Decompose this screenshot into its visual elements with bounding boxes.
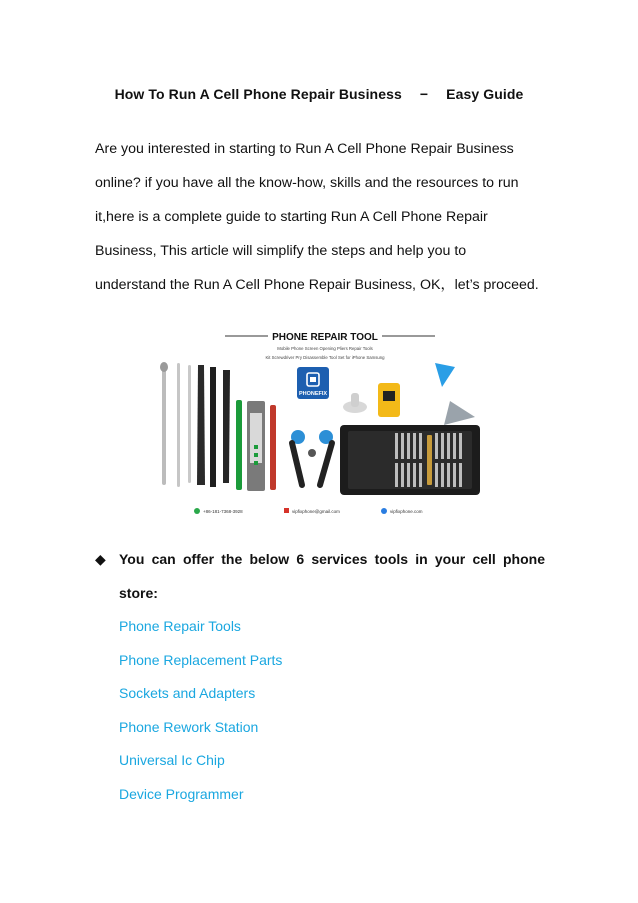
services-heading-line: You can offer the below 6 services tools in your cell phone bbox=[119, 551, 545, 567]
service-link[interactable]: Sockets and Adapters bbox=[119, 685, 256, 701]
figure-subtitle-2: Kit Screwdriver Pry Disassemble Tool Set for iPhone Samsung bbox=[265, 355, 385, 360]
title-dash: − bbox=[419, 86, 429, 102]
service-link[interactable]: Phone Repair Tools bbox=[119, 618, 241, 634]
contact-email bbox=[284, 508, 340, 514]
services-heading-line: store: bbox=[119, 585, 158, 601]
contact-web-text: vipfixphone.com bbox=[390, 509, 423, 514]
suction-cup-icon bbox=[343, 393, 367, 413]
intro-paragraph bbox=[95, 132, 545, 302]
contact-email-text: vipfixphone@gmail.com bbox=[292, 509, 340, 514]
intro-line: Are you interested in starting to Run A Cell Phone Repair Business bbox=[95, 141, 514, 157]
figure-heading: PHONE REPAIR TOOL bbox=[272, 332, 378, 343]
phonefix-logo bbox=[297, 367, 329, 399]
contact-phone-text: +86-181-7368-3928 bbox=[203, 509, 243, 514]
services-section bbox=[95, 542, 545, 811]
diamond-bullet-icon: ◆ bbox=[95, 551, 106, 567]
green-pry-tool-icon bbox=[236, 400, 276, 491]
contact-web bbox=[381, 508, 423, 514]
figure-subtitle-1: Mobile Phone Screen Opening Pliers Repair Tools bbox=[277, 346, 373, 351]
title-main: How To Run A Cell Phone Repair Business bbox=[114, 86, 402, 102]
repair-tool-kit-image bbox=[150, 325, 490, 525]
logo-text: PHONEFIX bbox=[298, 391, 328, 397]
service-link[interactable]: Phone Replacement Parts bbox=[119, 651, 283, 668]
services-heading bbox=[95, 542, 545, 576]
opening-pliers-icon bbox=[291, 430, 333, 485]
black-pry-tool-icon bbox=[197, 365, 230, 487]
title-sub: Easy Guide bbox=[446, 86, 524, 102]
intro-line: Business, This article will simplify the steps and help you to bbox=[95, 243, 467, 259]
metal-spudger-icon bbox=[160, 362, 191, 487]
service-link[interactable]: Phone Rework Station bbox=[119, 718, 259, 735]
service-link[interactable]: Universal Ic Chip bbox=[119, 752, 225, 768]
triangle-opener-icon bbox=[435, 363, 475, 425]
page-title bbox=[0, 86, 638, 102]
service-link[interactable]: Device Programmer bbox=[119, 785, 244, 802]
intro-line: online? if you have all the know-how, skills and the resources to run bbox=[95, 175, 519, 191]
contact-phone bbox=[194, 508, 243, 514]
services-list bbox=[95, 610, 545, 811]
magnetizer-icon bbox=[378, 383, 400, 417]
intro-line: understand the Run A Cell Phone Repair Business, OK，let’s proceed. bbox=[95, 277, 539, 293]
intro-line: it,here is a complete guide to starting Run A Cell Phone Repair bbox=[95, 209, 488, 225]
screwdriver-set-icon bbox=[340, 425, 480, 495]
